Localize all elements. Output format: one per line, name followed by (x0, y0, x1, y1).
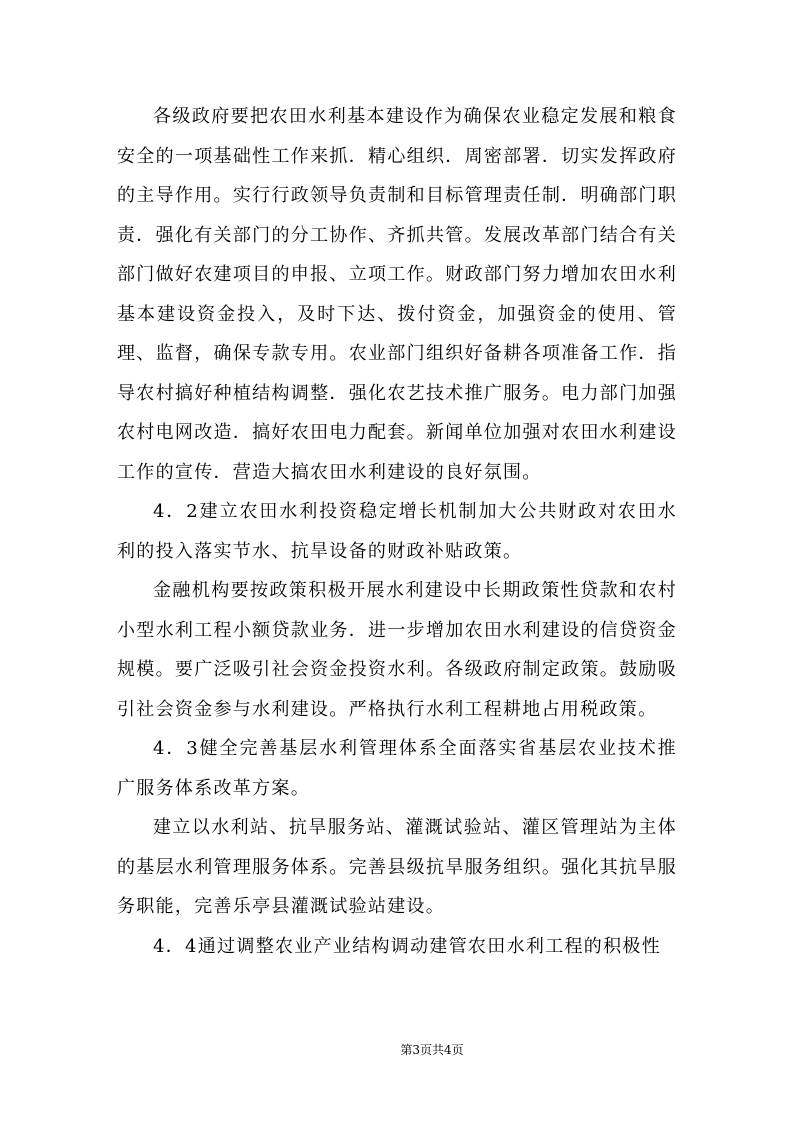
section-heading-4-3: 4．3健全完善基层水利管理体系全面落实省基层农业技术推广服务体系改革方案。 (117, 738, 677, 799)
body-text (117, 97, 677, 966)
paragraph-government-duties: 各级政府要把农田水利基本建设作为确保农业稳定发展和粮食安全的一项基础性工作来抓．精心组织．周密部署．切实发挥政府的主导作用。实行行政领导负责制和目标管理责任制．明确部门职责．强化有关部门的分工协作、齐抓共管。发展改革部门结合有关部门做好农建项目的申报、立项工作。财政部门努力增加农田水利基本建设资金投入，及时下达、拨付资金，加强资金的使用、管理、监督，确保专款专用。农业部门组织好备耕各项准备工作．指导农村搞好种植结构调整．强化农艺技术推广服务。电力部门加强农村电网改造．搞好农田电力配套。新闻单位加强对农田水利建设工作的宣传．营造大搞农田水利建设的良好氛围。 (117, 106, 677, 483)
section-heading-4-4: 4．4通过调整农业产业结构调动建管农田水利工程的积极性 (153, 935, 662, 957)
section-heading-4-2: 4．2建立农田水利投资稳定增长机制加大公共财政对农田水利的投入落实节水、抗旱设备的财政补贴政策。 (117, 501, 677, 562)
page-number-footer: 第3页共4页 (400, 1043, 464, 1057)
paragraph-financial-institutions: 金融机构要按政策积极开展水利建设中长期政策性贷款和农村小型水利工程小额贷款业务．进一步增加农田水利建设的信贷资金规模。要广泛吸引社会资金投资水利。各级政府制定政策。鼓励吸引社会资金参与水利建设。严格执行水利工程耕地占用税政策。 (117, 580, 677, 720)
paragraph-water-management-system: 建立以水利站、抗旱服务站、灌溉试验站、灌区管理站为主体的基层水利管理服务体系。完善县级抗旱服务组织。强化其抗旱服务职能，完善乐亭县灌溉试验站建设。 (117, 817, 677, 917)
